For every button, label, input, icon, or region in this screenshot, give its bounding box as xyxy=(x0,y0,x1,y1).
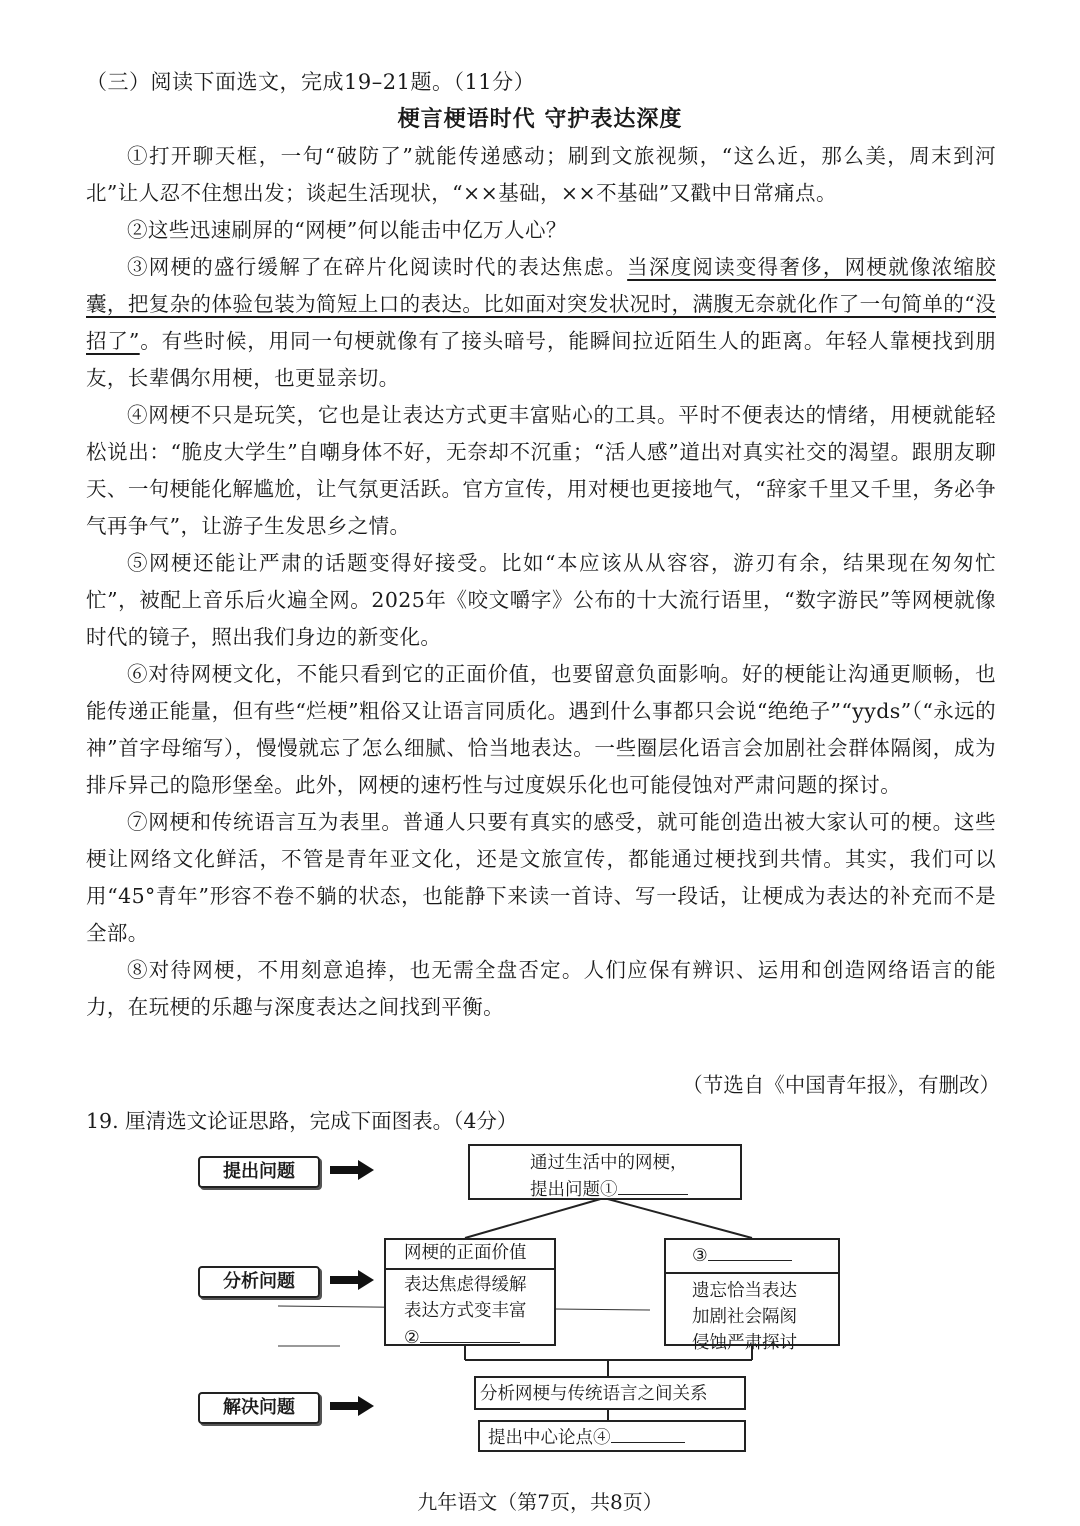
box-raise-line1: 通过生活中的网梗， xyxy=(530,1153,688,1173)
stage-raise-problem: 提出问题 xyxy=(198,1156,320,1188)
stage-solve-problem: 解决问题 xyxy=(198,1392,320,1424)
paragraph-3-start: ③网梗的盛行缓解了在碎片化阅读时代的表达焦虑。 xyxy=(127,255,628,279)
paragraph-1: ①打开聊天框，一句“破防了”就能传递感动；刷到文旅视频，“这么近，那么美，周末到河北”让人忍不住想出发；谈起生活现状，“××基础，××不基础”又戳中日常痛点。 xyxy=(86,144,996,205)
box-negative-title: ③ xyxy=(666,1240,838,1272)
box-positive-value xyxy=(384,1238,556,1346)
question-19: 19. 厘清选文论证思路，完成下面图表。（4分） xyxy=(86,1109,518,1133)
paragraph-8: ⑧对待网梗，不用刻意追捧，也无需全盘否定。人们应保有辨识、运用和创造网络语言的能力，在玩梗的乐趣与深度表达之间找到平衡。 xyxy=(86,958,996,1019)
box-thesis: 提出中心论点④ xyxy=(478,1420,746,1452)
paragraph-4: ④网梗不只是玩笑，它也是让表达方式更丰富贴心的工具。平时不便表达的情绪，用梗就能轻松说出：“脆皮大学生”自嘲身体不好，无奈却不沉重；“活人感”道出对真实社交的渴望。跟朋友聊天、一句梗能化解尴尬，让气氛更活跃。官方宣传，用对梗也更接地气，“辞家千里又千里，务必争气再争气”，让游子生发思乡之情。 xyxy=(86,403,996,538)
arrow-right-icon xyxy=(330,1270,374,1290)
connector-top-right xyxy=(604,1198,752,1238)
arrow-right-icon xyxy=(330,1160,374,1180)
positive-item-2: 表达方式变丰富 xyxy=(404,1301,527,1321)
box-relation: 分析网梗与传统语言之间关系 xyxy=(474,1376,746,1410)
paragraph-7: ⑦网梗和传统语言互为表里。普通人只要有真实的感受，就可能创造出被大家认可的梗。这些梗让网络文化鲜活，不管是青年亚文化，还是文旅宣传，都能通过梗找到共情。其实，我们可以用“45°青年”形容不卷不躺的状态，也能静下来读一首诗、写一段话，让梗成为表达的补充而不是全部。 xyxy=(86,810,996,945)
connector-top-left xyxy=(465,1198,604,1238)
positive-item-3: ② xyxy=(404,1324,554,1351)
stage-analyze-problem: 分析问题 xyxy=(198,1266,320,1298)
arrow-right-icon xyxy=(330,1396,374,1416)
page-footer: 九年语文（第7页，共8页） xyxy=(417,1490,663,1514)
article-title: 梗言梗语时代 守护表达深度 xyxy=(397,106,683,132)
box-raise-line2: 提出问题① xyxy=(530,1176,740,1203)
paragraph-2: ②这些迅速刷屏的“网梗”何以能击中亿万人心？ xyxy=(127,218,567,242)
paragraph-6: ⑥对待网梗文化，不能只看到它的正面价值，也要留意负面影响。好的梗能让沟通更顺畅，也能传递正能量，但有些“烂梗”粗俗又让语言同质化。遇到什么事都只会说“绝绝子”“yyds”（“永远的神”首字母缩写），慢慢就忘了怎么细腻、恰当地表达。一些圈层化语言会加剧社会群体隔阂，成为排斥异己的隐形堡垒。此外，网梗的速朽性与过度娱乐化也可能侵蚀对严肃问题的探讨。 xyxy=(86,662,996,797)
paragraph-3-end: 。有些时候，用同一句梗就像有了接头暗号，能瞬间拉近陌生人的距离。年轻人靠梗找到朋友，长辈偶尔用梗，也更显亲切。 xyxy=(86,329,996,390)
section-heading: （三）阅读下面选文，完成19–21题。（11分） xyxy=(86,70,536,94)
box-raise-problem xyxy=(468,1144,742,1200)
answer-blank-1[interactable] xyxy=(618,1176,688,1195)
answer-blank-4[interactable] xyxy=(611,1424,685,1443)
negative-item-1: 遗忘恰当表达 xyxy=(692,1281,797,1301)
answer-blank-3[interactable] xyxy=(708,1242,792,1261)
box-negative-impact xyxy=(664,1238,840,1353)
negative-item-3: 侵蚀严肃探讨 xyxy=(692,1333,797,1353)
box-positive-title: 网梗的正面价值 xyxy=(386,1240,554,1270)
answer-blank-2[interactable] xyxy=(420,1324,520,1343)
negative-item-2: 加剧社会隔阂 xyxy=(692,1307,797,1327)
positive-item-1: 表达焦虑得缓解 xyxy=(404,1275,527,1295)
source-citation: （节选自《中国青年报》，有删改） xyxy=(682,1073,1000,1097)
paragraph-5: ⑤网梗还能让严肃的话题变得好接受。比如“本应该从从容容，游刃有余，结果现在匆匆忙忙”，被配上音乐后火遍全网。2025年《咬文嚼字》公布的十大流行语里，“数字游民”等网梗就像时代的镜子，照出我们身边的新变化。 xyxy=(86,551,996,649)
paragraph-3-underlined: 当深度阅读变得奢侈，网梗就像浓缩胶囊，把复杂的体验包装为简短上口的表达。比如面对突发状况时，满腹无奈就化作了一句简单的“没招了” xyxy=(86,255,996,353)
